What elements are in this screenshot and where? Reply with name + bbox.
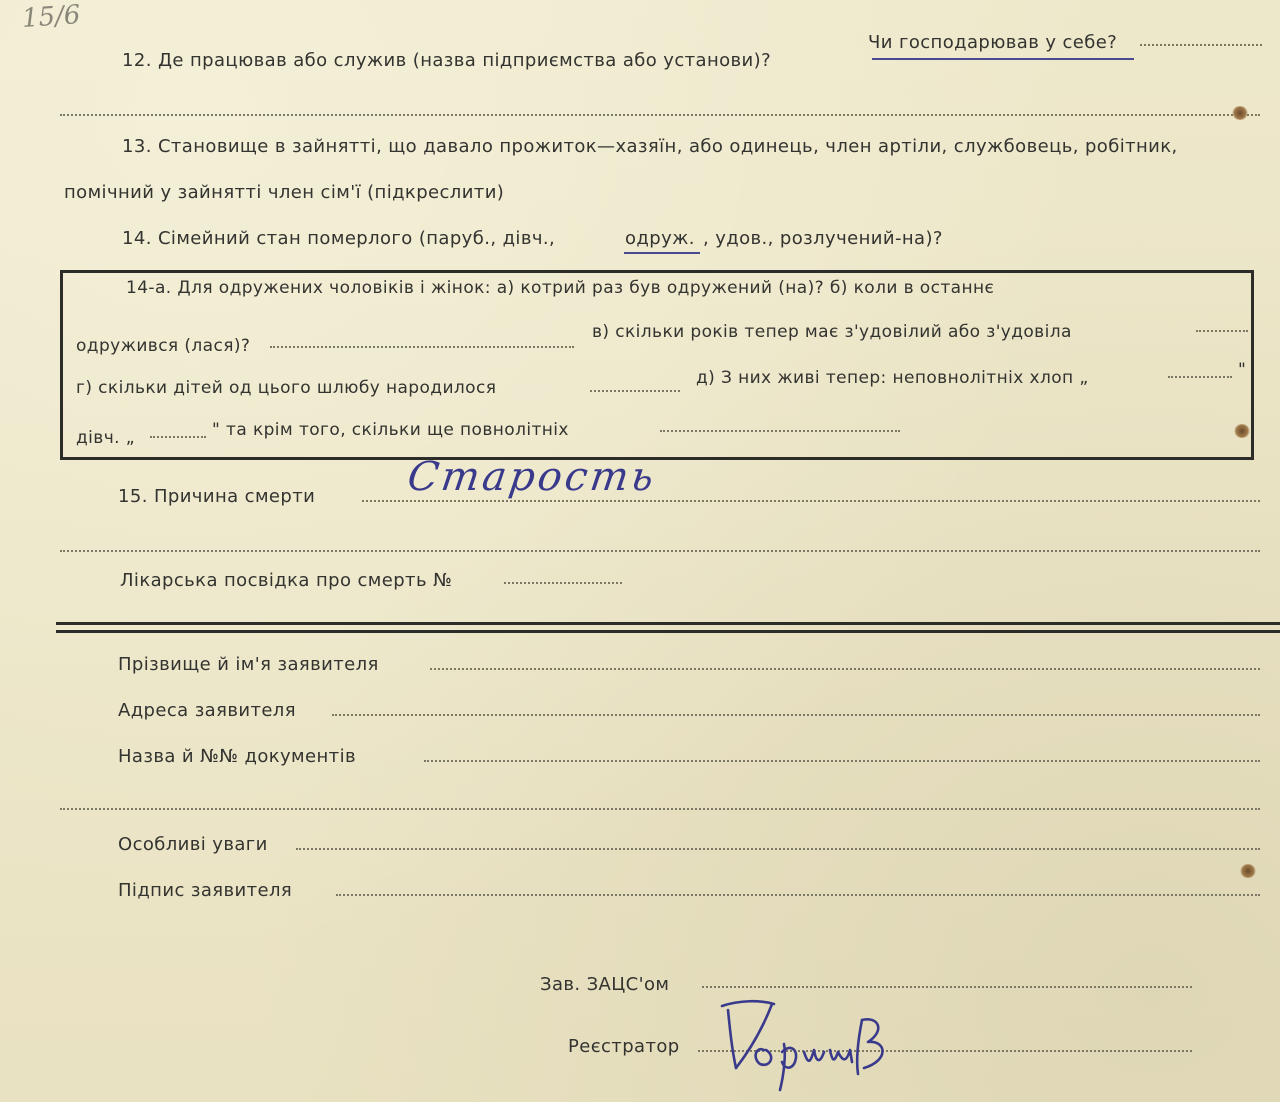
q14a-fill-married-when [270,346,574,348]
applicant-name-label: Прізвище й ім'я заявителя [118,654,379,675]
q15-answer: Старость [404,454,660,500]
q15-fill-line [362,500,1260,502]
q14-suffix: , удов., розлучений-на)? [703,228,943,249]
section-rule-bottom [56,630,1280,633]
q12-label: 12. Де працював або служив (назва підприємства або установи)? [122,50,772,71]
applicant-documents-label: Назва й №№ документів [118,746,356,767]
q13-line2: помічний у зайнятті член сім'ї (підкреслити) [64,182,505,203]
pin-hole [1240,864,1256,878]
q14a-fill-children-born [590,390,680,392]
q14a-line2-right: в) скільки років тепер має з'удовілий або з'удовіла [592,322,1072,342]
q14a-fill-adults [660,430,900,432]
q14-prefix: 14. Сімейний стан померлого (паруб., дівч., [122,228,556,249]
registry-head-fill [702,986,1192,988]
q14-selected: одруж. [625,228,695,249]
q15-fill-line-2 [60,550,1260,552]
q14a-fill-widowed-years [1196,330,1248,332]
q14a-fill-minor-girls [150,436,206,438]
q14a-line4-right: " та крім того, скільки ще повнолітніх [212,420,569,440]
section-rule-top [56,622,1280,625]
applicant-signature-label: Підпис заявителя [118,880,293,901]
applicant-documents-fill-2 [60,808,1260,810]
q14a-fill-minor-boys [1168,376,1232,378]
applicant-documents-fill [424,760,1260,762]
q14a-line3-left: г) скільки дітей од цього шлюбу народилося [76,378,497,398]
notes-label: Особливі уваги [118,834,268,855]
applicant-address-fill [332,714,1260,716]
q12-answer: Чи господарював у себе? [868,32,1118,53]
applicant-address-label: Адреса заявителя [118,700,296,721]
q15-label: 15. Причина смерти [118,486,316,507]
q13-line1: 13. Становище в зайнятті, що давало прожиток—хазяїн, або одинець, член артіли, службовець, робітник, [122,136,1178,157]
q12-fill-line-2 [60,114,1260,116]
notes-fill [296,848,1260,850]
registrar-label: Реєстратор [568,1036,680,1057]
q12-fill-line [1140,44,1262,46]
q14a-line1: 14-а. Для одружених чоловіків і жінок: а) котрий раз був одружений (на)? б) коли в останнє [126,278,995,298]
registrar-signature [700,990,910,1100]
medical-certificate-label: Лікарська посвідка про смерть № [120,570,453,591]
archive-mark: 15/6 [21,0,82,35]
applicant-signature-fill [336,894,1260,896]
medical-certificate-fill [504,582,622,584]
q14a-line2-left: одружився (лася)? [76,336,251,356]
q14a-line3-quote: " [1238,360,1247,380]
pin-hole [1232,106,1248,120]
q14a-line3-right: д) З них живі тепер: неповнолітніх хлоп „ [696,368,1089,388]
q14-selected-underline [624,252,700,254]
applicant-name-fill [430,668,1260,670]
pin-hole [1234,424,1250,438]
q14a-line4-left: дівч. „ [76,428,135,448]
q12-answer-underline [872,58,1134,60]
registry-head-label: Зав. ЗАЦС'ом [540,974,670,995]
